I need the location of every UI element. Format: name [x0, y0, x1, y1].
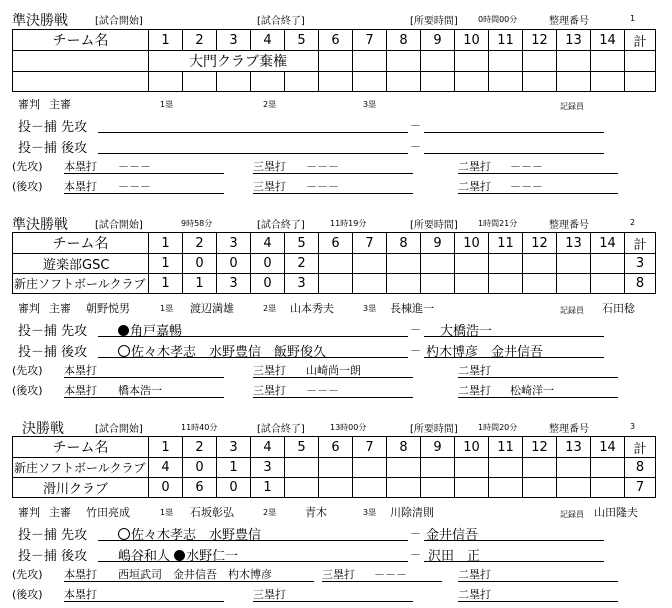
battery-dash: － [410, 119, 421, 132]
team-total [625, 72, 656, 92]
chief-umpire-label: 主審 [49, 506, 71, 519]
double-label: 二塁打 [458, 384, 491, 397]
inning-score: 0 [251, 274, 285, 294]
team-row-1 [13, 254, 656, 274]
inning-header: 11 [489, 233, 523, 254]
first-tag: (先攻) [12, 568, 43, 581]
second-tag: (後攻) [12, 180, 43, 193]
umpire-label: 審判 [18, 98, 40, 111]
battery-second-label: 投－捕 後攻 [18, 141, 88, 156]
inning-header: 11 [489, 30, 523, 51]
game-3-title: 決勝戦 [22, 421, 64, 437]
losing-pitcher-marker [118, 528, 130, 540]
inning-score: 1 [217, 458, 251, 478]
inning-header: 14 [591, 437, 625, 458]
battery-second-label: 投－捕 後攻 [18, 549, 88, 564]
base1-label: 1塁 [160, 304, 174, 313]
first-hr: 西垣武司 金井信吾 杓木博彦 [118, 568, 272, 581]
game-2-start: 9時58分 [181, 219, 213, 228]
game-1-title: 準決勝戦 [12, 13, 68, 29]
battery-dash: － [410, 344, 421, 357]
first-tag: (先攻) [12, 160, 43, 173]
team-row-2 [13, 72, 656, 92]
inning-header: 3 [217, 437, 251, 458]
game-2-end-label: [試合終了] [257, 220, 305, 231]
game-3-start: 11時40分 [181, 423, 218, 432]
team-total: 3 [625, 254, 656, 274]
forfeit-note: 大門クラブ棄権 [149, 51, 319, 72]
game-2-start-label: [試合開始] [95, 220, 143, 231]
second-pitcher-name-2: 水野仁一 [186, 549, 239, 564]
team-name: 新庄ソフトボールクラブ [13, 274, 149, 294]
base3-label: 3塁 [363, 100, 377, 109]
game-3-scoreboard [12, 436, 656, 498]
game-3-end-label: [試合終了] [257, 424, 305, 435]
inning-header: 7 [353, 437, 387, 458]
underline [458, 377, 618, 378]
underline [98, 561, 408, 562]
inning-header: 5 [285, 437, 319, 458]
game-1-start-label: [試合開始] [95, 16, 143, 27]
game-2-end: 11時19分 [330, 219, 367, 228]
game-2-scoreboard [12, 232, 656, 294]
second-tag: (後攻) [12, 384, 43, 397]
base1-umpire: 渡辺満雄 [190, 302, 234, 315]
game-1-duration: 0時間00分 [478, 15, 518, 24]
team-header: チーム名 [13, 30, 149, 51]
battery-first-label: 投－捕 先攻 [18, 324, 88, 339]
total-header: 計 [625, 233, 656, 254]
second-tag: (後攻) [12, 588, 43, 601]
first-triple: －－－ [306, 160, 339, 173]
team-name: 滑川クラブ [13, 478, 149, 498]
second-catchers: 沢田 正 [428, 549, 481, 564]
inning-header: 2 [183, 30, 217, 51]
inning-score: 0 [183, 458, 217, 478]
game-1-end-label: [試合終了] [257, 16, 305, 27]
battery-second-label: 投－捕 後攻 [18, 345, 88, 360]
battery-first-label: 投－捕 先攻 [18, 120, 88, 135]
base3-label: 3塁 [363, 508, 377, 517]
game-2-duration: 1時間21分 [478, 219, 518, 228]
underline [458, 193, 618, 194]
underline [98, 153, 408, 154]
second-triple: －－－ [306, 384, 339, 397]
chief-umpire: 朝野悦男 [86, 302, 130, 315]
inning-score: 3 [217, 274, 251, 294]
inning-header: 1 [149, 233, 183, 254]
underline [322, 581, 442, 582]
game-3-serial: 3 [630, 422, 636, 431]
underline [253, 377, 413, 378]
game-2-serial-label: 整理番号 [549, 220, 589, 231]
total-header: 計 [625, 30, 656, 51]
first-tag: (先攻) [12, 364, 43, 377]
base2-label: 2塁 [263, 508, 277, 517]
inning-header: 8 [387, 233, 421, 254]
inning-score: 0 [149, 478, 183, 498]
underline [64, 193, 224, 194]
winning-pitcher-marker [174, 550, 185, 561]
inning-header: 6 [319, 233, 353, 254]
second-triple: －－－ [306, 180, 339, 193]
hr-label: 本塁打 [64, 364, 97, 377]
base2-umpire: 青木 [305, 506, 327, 519]
game-1-serial-label: 整理番号 [549, 16, 589, 27]
chief-umpire: 竹田亮成 [86, 506, 130, 519]
scorer-label: 記録員 [560, 510, 584, 519]
scoreboard-header-row [13, 30, 656, 51]
base2-label: 2塁 [263, 100, 277, 109]
inning-header: 12 [523, 437, 557, 458]
team-row-1 [13, 51, 656, 72]
underline [458, 397, 618, 398]
team-name [13, 51, 149, 72]
first-triple: －－－ [374, 568, 407, 581]
inning-score: 1 [149, 274, 183, 294]
inning-header: 13 [557, 233, 591, 254]
team-name: 遊楽部GSC [13, 254, 149, 274]
inning-header: 6 [319, 30, 353, 51]
inning-header: 8 [387, 30, 421, 51]
inning-header: 9 [421, 437, 455, 458]
game-2-title: 準決勝戦 [12, 217, 68, 233]
scorer: 山田隆夫 [594, 506, 638, 519]
team-total [625, 51, 656, 72]
double-label: 二塁打 [458, 180, 491, 193]
team-header: チーム名 [13, 437, 149, 458]
game-1-scoreboard [12, 29, 656, 92]
base2-umpire: 山本秀夫 [290, 302, 334, 315]
inning-header: 2 [183, 233, 217, 254]
base3-umpire: 長棟進一 [390, 302, 434, 315]
hr-label: 本塁打 [64, 568, 97, 581]
first-hr: －－－ [118, 160, 151, 173]
inning-header: 11 [489, 437, 523, 458]
double-label: 二塁打 [458, 588, 491, 601]
underline [253, 397, 413, 398]
inning-header: 4 [251, 233, 285, 254]
team-name: 新庄ソフトボールクラブ [13, 458, 149, 478]
game-2-serial: 2 [630, 218, 636, 227]
second-hr: 橋本浩一 [118, 384, 162, 397]
first-catchers: 大橋浩一 [440, 324, 493, 339]
inning-header: 8 [387, 437, 421, 458]
inning-header: 14 [591, 30, 625, 51]
inning-header: 12 [523, 233, 557, 254]
inning-score: 6 [183, 478, 217, 498]
battery-dash: － [410, 548, 421, 561]
underline [424, 153, 604, 154]
battery-first-label: 投－捕 先攻 [18, 528, 88, 543]
inning-score: 1 [251, 478, 285, 498]
hr-label: 本塁打 [64, 160, 97, 173]
losing-pitcher-marker [118, 345, 130, 357]
second-catchers: 杓木博彦 金井信吾 [426, 345, 544, 360]
game-3-duration: 1時間20分 [478, 423, 518, 432]
inning-header: 4 [251, 30, 285, 51]
first-catchers: 金井信吾 [426, 528, 479, 543]
first-double: －－－ [510, 160, 543, 173]
second-pitcher-name-1: 嶋谷和人 [118, 549, 171, 564]
inning-header: 14 [591, 233, 625, 254]
total-header: 計 [625, 437, 656, 458]
chief-umpire-label: 主審 [49, 98, 71, 111]
inning-header: 13 [557, 30, 591, 51]
double-label: 二塁打 [458, 160, 491, 173]
second-double: 松崎洋一 [510, 384, 554, 397]
underline [98, 357, 408, 358]
inning-header: 2 [183, 437, 217, 458]
hr-label: 本塁打 [64, 384, 97, 397]
underline [253, 601, 413, 602]
game-3-end: 13時00分 [330, 423, 367, 432]
triple-label: 三塁打 [253, 384, 286, 397]
inning-header: 6 [319, 437, 353, 458]
inning-header: 7 [353, 233, 387, 254]
scorer-label: 記録員 [560, 102, 584, 111]
underline [458, 173, 618, 174]
inning-header: 12 [523, 30, 557, 51]
umpire-label: 審判 [18, 506, 40, 519]
inning-header: 1 [149, 437, 183, 458]
first-pitcher-names: 佐々木孝志 水野豊信 [131, 528, 262, 543]
underline [424, 357, 604, 358]
second-hr: －－－ [118, 180, 151, 193]
inning-header: 10 [455, 437, 489, 458]
triple-label: 三塁打 [253, 180, 286, 193]
inning-header: 3 [217, 233, 251, 254]
underline [98, 132, 408, 133]
team-total: 7 [625, 478, 656, 498]
inning-score: 1 [149, 254, 183, 274]
team-name [13, 72, 149, 92]
underline [458, 581, 618, 582]
underline [64, 173, 224, 174]
inning-score: 4 [149, 458, 183, 478]
inning-score: 0 [183, 254, 217, 274]
underline [64, 581, 314, 582]
scorer-label: 記録員 [560, 306, 584, 315]
double-label: 二塁打 [458, 568, 491, 581]
triple-label: 三塁打 [253, 160, 286, 173]
base1-umpire: 石坂彰弘 [190, 506, 234, 519]
team-row-1 [13, 458, 656, 478]
base3-label: 3塁 [363, 304, 377, 313]
inning-header: 4 [251, 437, 285, 458]
inning-score: 3 [285, 274, 319, 294]
underline [424, 336, 604, 337]
base2-label: 2塁 [263, 304, 277, 313]
first-triple: 山崎尚一朗 [306, 364, 361, 377]
battery-dash: － [410, 140, 421, 153]
hr-label: 本塁打 [64, 180, 97, 193]
team-header: チーム名 [13, 233, 149, 254]
underline [458, 601, 618, 602]
scorer: 石田稔 [602, 302, 635, 315]
team-total: 8 [625, 274, 656, 294]
triple-label: 三塁打 [322, 568, 355, 581]
scoreboard-header-row [13, 437, 656, 458]
chief-umpire-label: 主審 [49, 302, 71, 315]
game-3-duration-label: [所要時間] [410, 424, 458, 435]
inning-header: 3 [217, 30, 251, 51]
umpire-label: 審判 [18, 302, 40, 315]
team-row-2 [13, 478, 656, 498]
battery-dash: － [410, 323, 421, 336]
underline [64, 377, 224, 378]
second-double: －－－ [510, 180, 543, 193]
first-pitcher-names: 角戸嘉暢 [130, 324, 183, 339]
game-2-duration-label: [所要時間] [410, 220, 458, 231]
inning-score: 3 [251, 458, 285, 478]
base1-label: 1塁 [160, 508, 174, 517]
inning-score: 1 [183, 274, 217, 294]
inning-header: 13 [557, 437, 591, 458]
inning-header: 10 [455, 233, 489, 254]
triple-label: 三塁打 [253, 588, 286, 601]
scoreboard-header-row [13, 233, 656, 254]
winning-pitcher-marker [118, 325, 129, 336]
underline [64, 601, 224, 602]
base3-umpire: 川除清則 [390, 506, 434, 519]
inning-header: 7 [353, 30, 387, 51]
team-total: 8 [625, 458, 656, 478]
inning-score: 0 [217, 254, 251, 274]
inning-header: 5 [285, 30, 319, 51]
inning-header: 9 [421, 233, 455, 254]
underline [98, 336, 408, 337]
base1-label: 1塁 [160, 100, 174, 109]
team-row-2 [13, 274, 656, 294]
second-pitcher-names: 佐々木孝志 水野豊信 飯野俊久 [131, 345, 327, 360]
inning-header: 9 [421, 30, 455, 51]
game-1-serial: 1 [630, 14, 636, 23]
inning-header: 1 [149, 30, 183, 51]
underline [64, 397, 224, 398]
underline [253, 193, 413, 194]
game-3-serial-label: 整理番号 [549, 424, 589, 435]
inning-score: 0 [251, 254, 285, 274]
battery-dash: － [410, 527, 421, 540]
underline [424, 561, 604, 562]
inning-score: 0 [217, 478, 251, 498]
hr-label: 本塁打 [64, 588, 97, 601]
underline [424, 132, 604, 133]
underline [98, 540, 408, 541]
underline [424, 540, 604, 541]
underline [253, 173, 413, 174]
triple-label: 三塁打 [253, 364, 286, 377]
inning-score: 2 [285, 254, 319, 274]
game-3-start-label: [試合開始] [95, 424, 143, 435]
inning-header: 5 [285, 233, 319, 254]
inning-header: 10 [455, 30, 489, 51]
double-label: 二塁打 [458, 364, 491, 377]
game-1-duration-label: [所要時間] [410, 16, 458, 27]
